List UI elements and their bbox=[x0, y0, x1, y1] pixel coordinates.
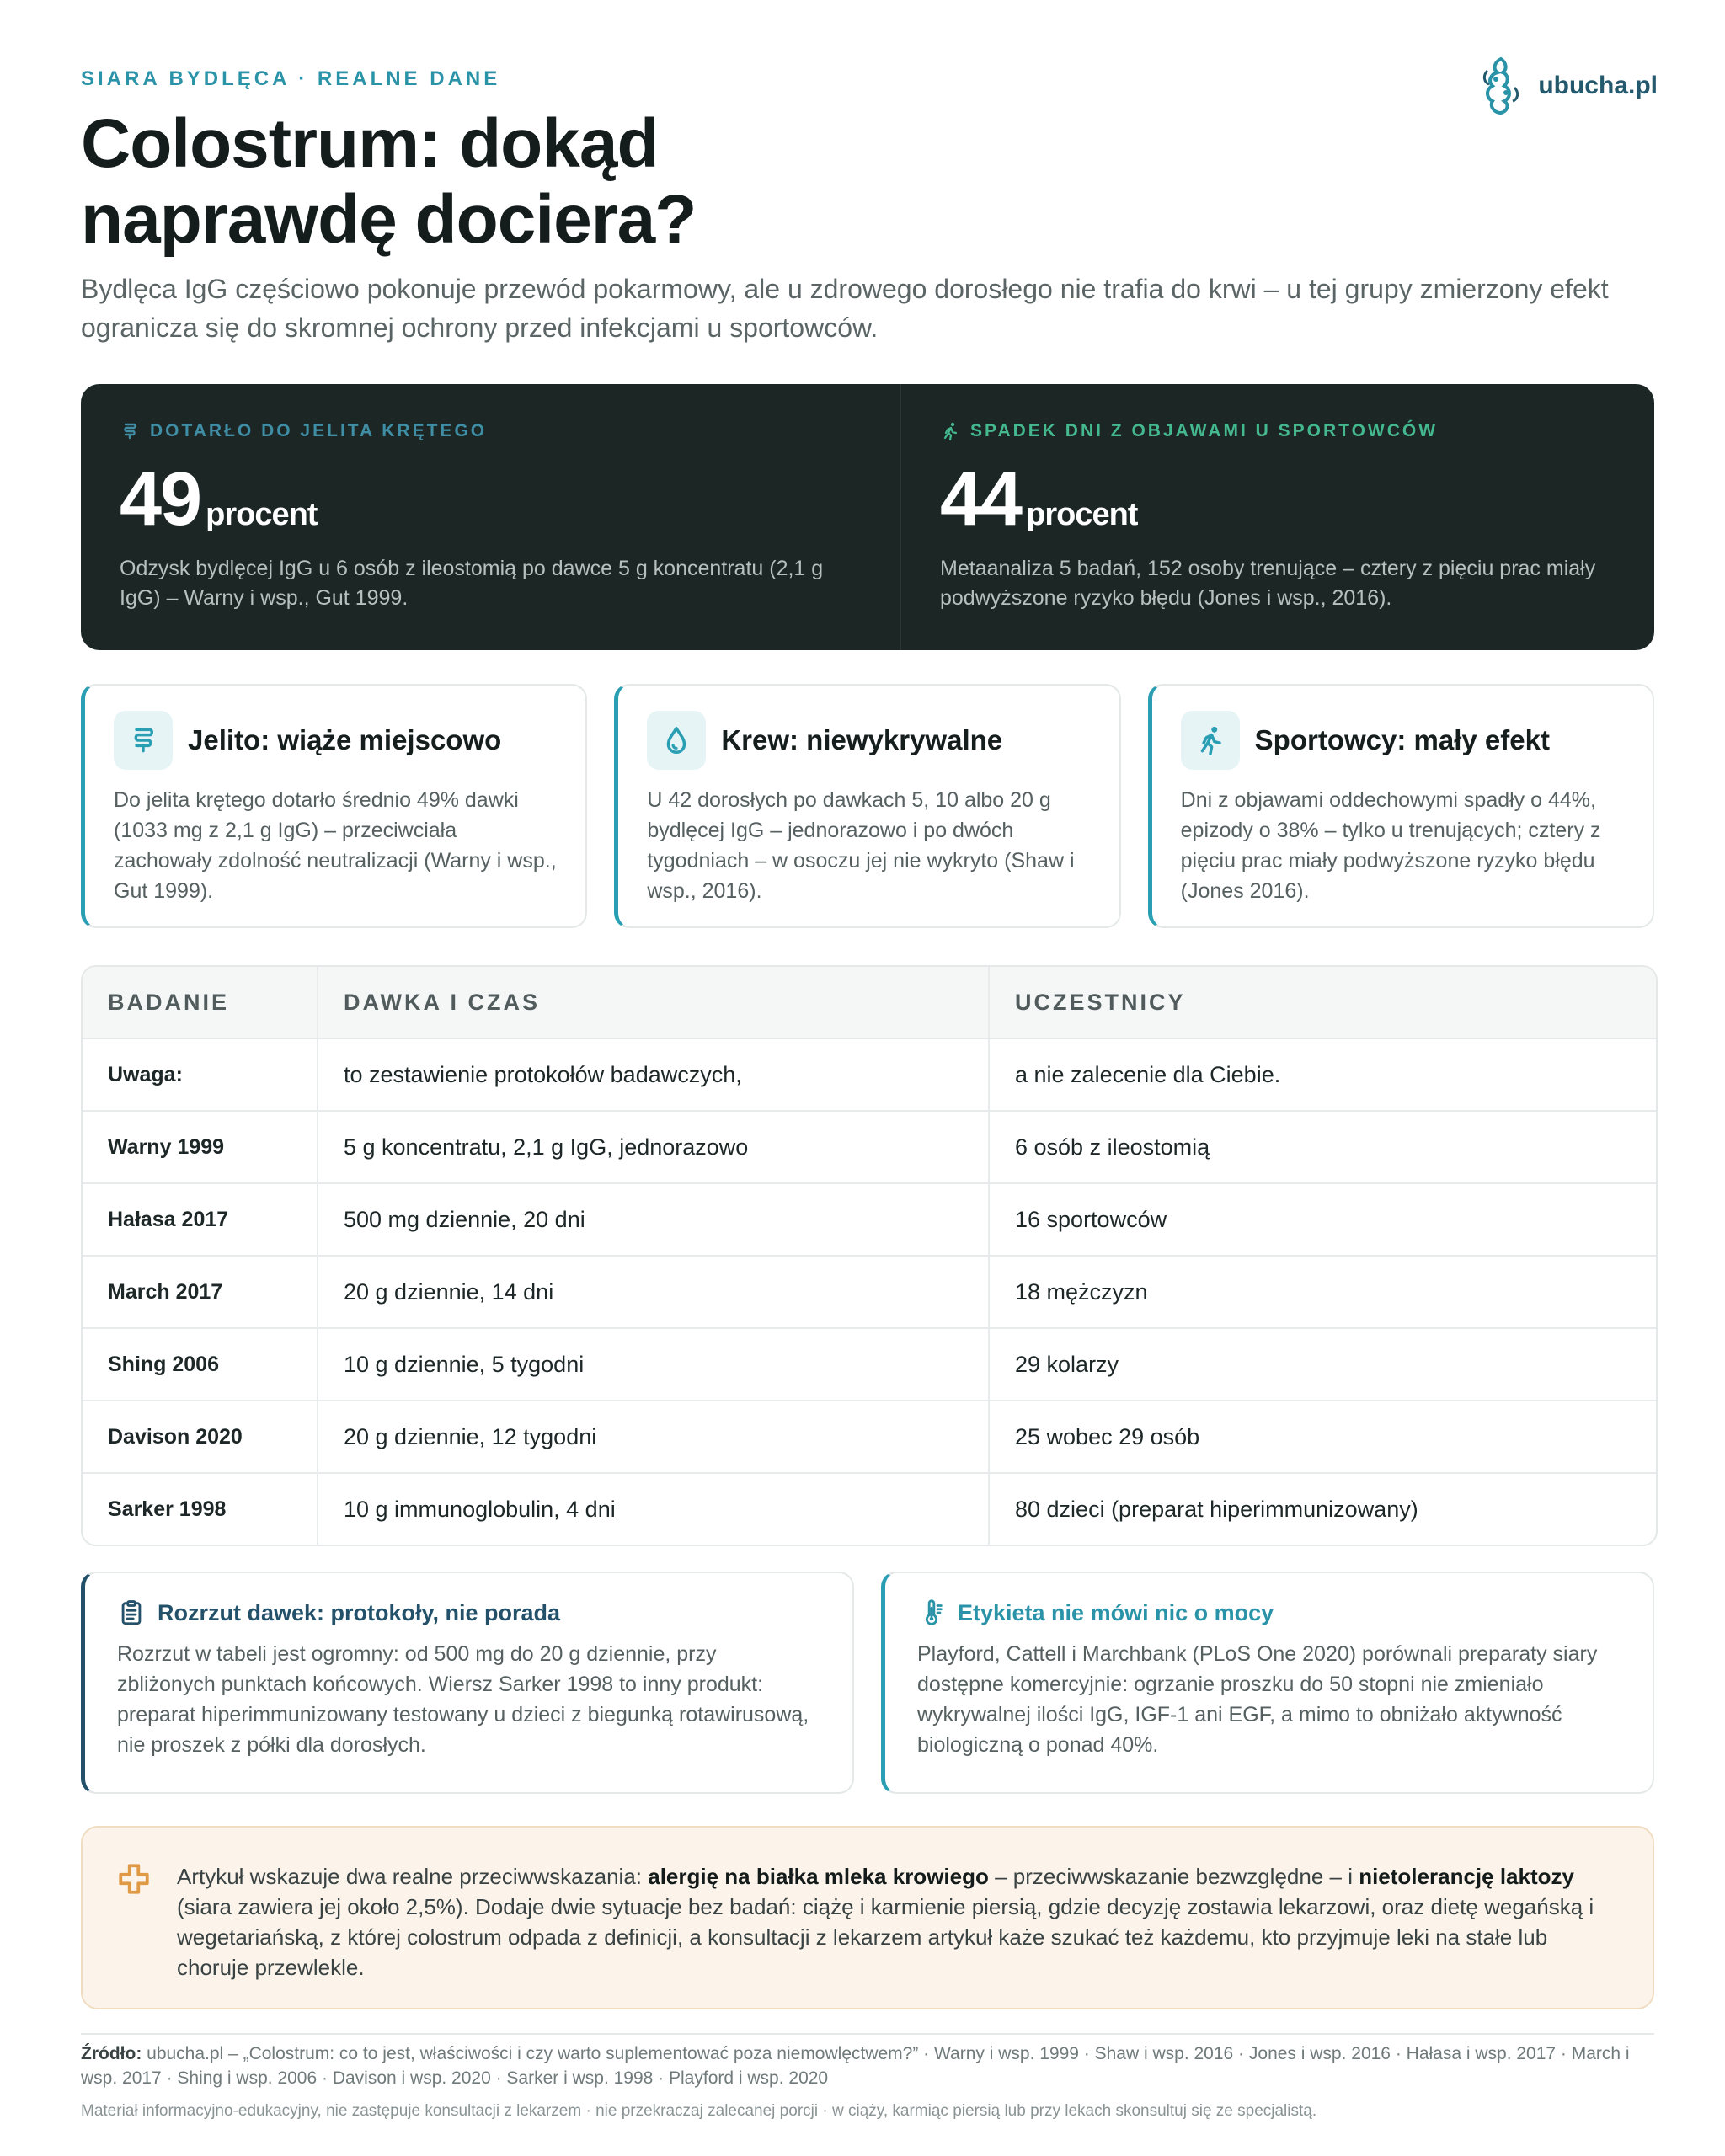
table-cell-study: Shing 2006 bbox=[83, 1328, 318, 1401]
intestine-icon bbox=[120, 421, 140, 441]
warning-bold-lactose: nietolerancję laktozy bbox=[1359, 1864, 1574, 1889]
table-cell-participants: 29 kolarzy bbox=[989, 1328, 1656, 1401]
table-cell-participants: 16 sportowców bbox=[989, 1183, 1656, 1256]
table-cell-dose: to zestawienie protokołów badawczych, bbox=[318, 1038, 989, 1111]
table-row bbox=[83, 1256, 1656, 1328]
stat-unit: procent bbox=[1026, 497, 1138, 532]
stat-description: Odzysk bydlęcej IgG u 6 osób z ileostomią po dawce 5 g koncentratu (2,1 g IgG) – Warny i wsp., Gut 1999. bbox=[120, 557, 824, 610]
card-body: Dni z objawami oddechowymi spadły o 44%, epizody o 38% – tylko u trenujących; cztery z pięciu prac miały podwyższone ryzyko błędu (Jones 2016). bbox=[1180, 788, 1601, 903]
note-body: Playford, Cattell i Marchbank (PLoS One 2020) porównali preparaty siary dostępne komercyjnie: ogrzanie proszku do 50 stopni nie zmieniało wykrywalnej ilości IgG, IGF-1 ani EGF, a mimo to obniżało aktywność biologiczną o ponad 40%. bbox=[917, 1642, 1598, 1757]
stat-label bbox=[940, 421, 1654, 441]
note-header bbox=[917, 1598, 1621, 1627]
stat-number: 49 bbox=[120, 457, 201, 542]
note-header bbox=[117, 1598, 820, 1627]
logo-mark-icon bbox=[1476, 54, 1526, 118]
card-title: Sportowcy: mały efekt bbox=[1254, 724, 1550, 755]
table-cell-dose: 10 g dziennie, 5 tygodni bbox=[318, 1328, 989, 1401]
warning-text-part: (siara zawiera jej około 2,5%). Dodaje dwie sytuacje bez badań: ciążę i karmienie piersią, gdzie decyzję zostawia lekarzowi, oraz dietę wegańską i wegetariańską, z której colostrum odpada z definicji, a konsultacji z lekarzem artykuł każe szukać też każdemu, kto przyjmuje leki na stałe lub choruje przewlekle. bbox=[177, 1894, 1594, 1980]
table-cell-dose: 5 g koncentratu, 2,1 g IgG, jednorazowo bbox=[318, 1111, 989, 1183]
card-header bbox=[647, 711, 1090, 770]
stat-number: 44 bbox=[940, 457, 1022, 542]
card-blood bbox=[614, 684, 1120, 928]
card-title: Jelito: wiąże miejscowo bbox=[188, 724, 502, 755]
contraindications-box bbox=[81, 1826, 1654, 2009]
card-header bbox=[114, 711, 557, 770]
table-cell-participants: 25 wobec 29 osób bbox=[989, 1401, 1656, 1473]
clipboard-icon bbox=[117, 1598, 146, 1627]
stat-unit: procent bbox=[206, 497, 318, 532]
table-cell-study: Davison 2020 bbox=[83, 1401, 318, 1473]
site-logo[interactable] bbox=[1476, 54, 1658, 118]
warning-text-part: – przeciwwskazanie bezwzględne – i bbox=[988, 1864, 1359, 1889]
table-cell-participants: 80 dzieci (preparat hiperimmunizowany) bbox=[989, 1473, 1656, 1545]
stat-athletes bbox=[900, 384, 1654, 650]
warning-bold-allergy: alergię na białka mleka krowiego bbox=[648, 1864, 989, 1889]
source-citation bbox=[81, 2041, 1654, 2090]
card-icon-box bbox=[114, 711, 173, 770]
table-header-row bbox=[83, 967, 1656, 1038]
table-cell-participants: 18 mężczyzn bbox=[989, 1256, 1656, 1328]
note-title: Rozrzut dawek: protokoły, nie porada bbox=[158, 1599, 561, 1625]
table-cell-study: Warny 1999 bbox=[83, 1111, 318, 1183]
contraindications-text bbox=[177, 1861, 1619, 2008]
runner-icon bbox=[1194, 724, 1226, 756]
column-header-dose: DAWKA I CZAS bbox=[318, 967, 989, 1038]
card-body: U 42 dorosłych po dawkach 5, 10 albo 20 g bydlęcej IgG – jednorazowo i po dwóch tygodniach – w osoczu jej nie wykryto (Shaw i wsp., 2016). bbox=[647, 788, 1075, 903]
page-title bbox=[81, 106, 1092, 258]
card-header bbox=[1181, 711, 1624, 770]
stat-label-text: DOTARŁO DO JELITA KRĘTEGO bbox=[150, 421, 488, 440]
disclaimer: Materiał informacyjno-edukacyjny, nie zastępuje konsultacji z lekarzem · nie przekraczaj zalecanej porcji · w ciąży, karmiąc piersią lub przy lekach skonsultuj się ze specjalistą. bbox=[81, 2102, 1317, 2120]
warning-text-part: Artykuł wskazuje dwa realne przeciwwskazania: bbox=[177, 1864, 649, 1889]
table-cell-participants: 6 osób z ileostomią bbox=[989, 1111, 1656, 1183]
findings-cards bbox=[81, 684, 1654, 928]
stat-description: Metaanaliza 5 badań, 152 osoby trenujące – cztery z pięciu prac miały podwyższone ryzyko błędu (Jones i wsp., 2016). bbox=[940, 557, 1596, 610]
footer-divider bbox=[81, 2033, 1654, 2035]
card-icon-box bbox=[1181, 711, 1240, 770]
table-cell-study: March 2017 bbox=[83, 1256, 318, 1328]
studies-table bbox=[81, 965, 1658, 1546]
table-cell-dose: 20 g dziennie, 12 tygodni bbox=[318, 1401, 989, 1473]
intestine-icon bbox=[127, 724, 159, 756]
medical-cross-icon bbox=[116, 1861, 152, 1897]
table-cell-dose: 20 g dziennie, 14 dni bbox=[318, 1256, 989, 1328]
table-row bbox=[83, 1328, 1656, 1401]
notes-row bbox=[81, 1572, 1654, 1794]
source-label: Źródło: bbox=[81, 2044, 142, 2063]
note-label-potency bbox=[881, 1572, 1654, 1794]
stat-value bbox=[120, 457, 861, 542]
card-icon-box bbox=[647, 711, 706, 770]
card-title: Krew: niewykrywalne bbox=[721, 724, 1003, 755]
note-body: Rozrzut w tabeli jest ogromny: od 500 mg do 20 g dziennie, przy zbliżonych punktach końcowych. Wiersz Sarker 1998 to inny produkt: preparat hiperimmunizowany testowany u dzieci z biegunką rotawirusową, nie proszek z półki dla dorosłych. bbox=[117, 1642, 809, 1757]
card-intestine bbox=[81, 684, 587, 928]
lead-paragraph: Bydlęca IgG częściowo pokonuje przewód pokarmowy, ale u zdrowego dorosłego nie trafia do krwi – u tej grupy zmierzony efekt ogranicza się do skromnej ochrony przed infekcjami u sportowców. bbox=[81, 274, 1609, 343]
column-header-study: BADANIE bbox=[83, 967, 318, 1038]
logo-text: ubucha.pl bbox=[1538, 72, 1658, 99]
column-header-participants: UCZESTNICY bbox=[989, 967, 1656, 1038]
table-row bbox=[83, 1401, 1656, 1473]
title-line-2: naprawdę dociera? bbox=[81, 181, 697, 258]
card-athletes bbox=[1148, 684, 1654, 928]
title-line-1: Colostrum: dokąd bbox=[81, 105, 659, 182]
table-row bbox=[83, 1183, 1656, 1256]
eyebrow-label: SIARA BYDLĘCA · REALNE DANE bbox=[81, 67, 501, 90]
card-body: Do jelita krętego dotarło średnio 49% dawki (1033 mg z 2,1 g IgG) – przeciwciała zachowały zdolność neutralizacji (Warny i wsp., Gut 1999). bbox=[114, 788, 557, 903]
table-cell-study: Sarker 1998 bbox=[83, 1473, 318, 1545]
stats-panel bbox=[81, 384, 1654, 650]
table-row bbox=[83, 1473, 1656, 1545]
runner-icon bbox=[940, 421, 960, 441]
table-cell-study: Hałasa 2017 bbox=[83, 1183, 318, 1256]
table-row bbox=[83, 1038, 1656, 1111]
table-row bbox=[83, 1111, 1656, 1183]
table-cell-study: Uwaga: bbox=[108, 1062, 183, 1086]
stat-label bbox=[120, 421, 861, 441]
note-dose-spread bbox=[81, 1572, 854, 1794]
stat-label-text: SPADEK DNI Z OBJAWAMI U SPORTOWCÓW bbox=[970, 421, 1439, 440]
drop-icon bbox=[660, 724, 692, 756]
table-cell-participants: a nie zalecenie dla Ciebie. bbox=[989, 1038, 1656, 1111]
table-cell-dose: 500 mg dziennie, 20 dni bbox=[318, 1183, 989, 1256]
stat-ileum bbox=[81, 384, 900, 650]
note-title: Etykieta nie mówi nic o mocy bbox=[958, 1599, 1274, 1625]
stat-value bbox=[940, 457, 1654, 542]
source-text: ubucha.pl – „Colostrum: co to jest, właściwości i czy warto suplementować poza niemowlęctwem?” · Warny i wsp. 1999 · Shaw i wsp. 2016 · Jones i wsp. 2016 · Hałasa i wsp. 2017 · March i wsp. 2017 · Shing i wsp. 2006 · Davison i wsp. 2020 · Sarker i wsp. 1998 · Playford i wsp. 2020 bbox=[81, 2044, 1630, 2088]
table-cell-dose: 10 g immunoglobulin, 4 dni bbox=[318, 1473, 989, 1545]
thermometer-icon bbox=[917, 1598, 946, 1627]
